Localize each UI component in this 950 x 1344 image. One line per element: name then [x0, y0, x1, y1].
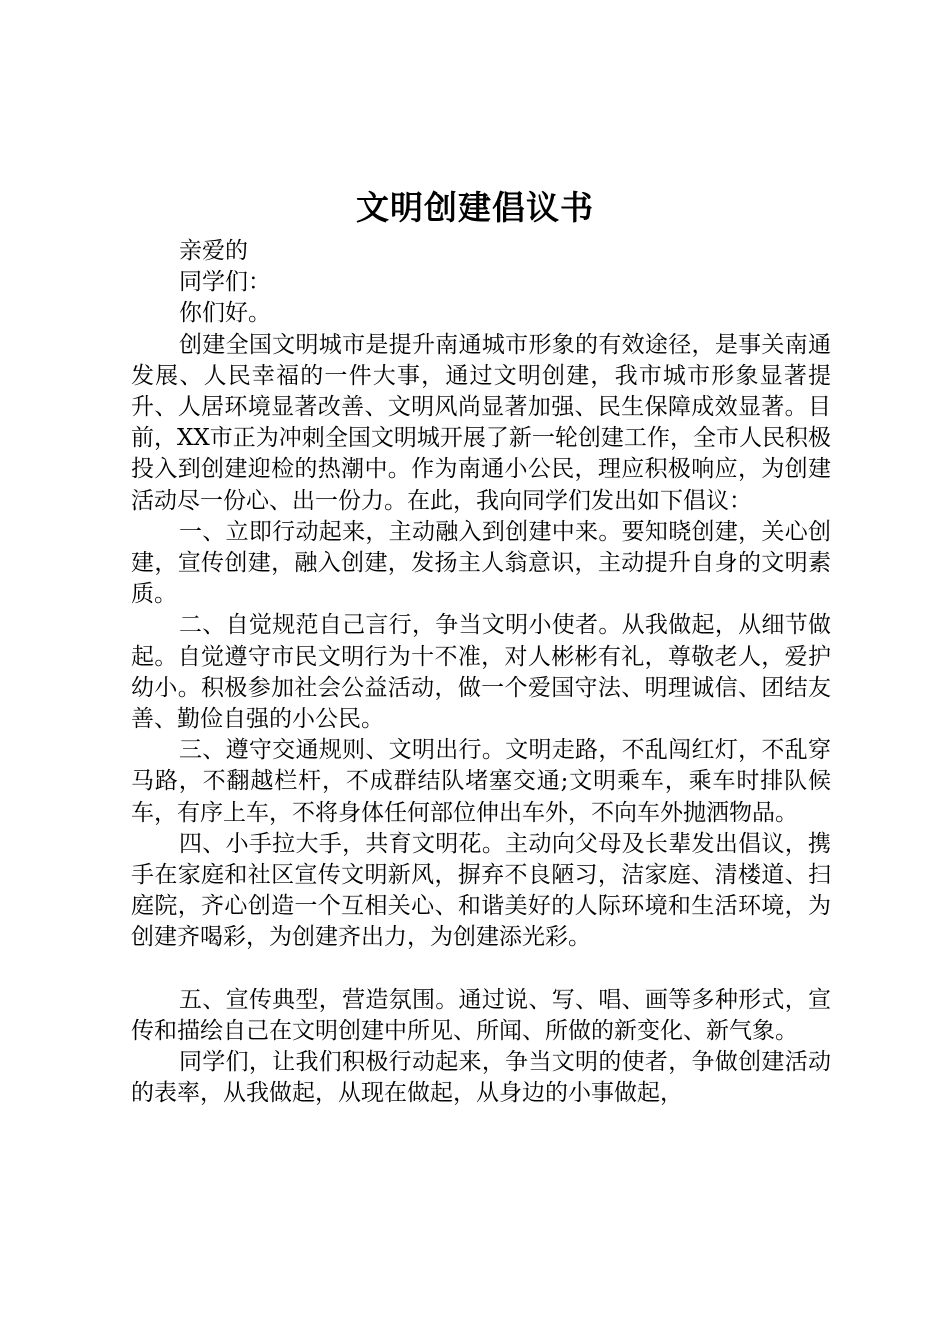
greeting: 你们好。 [179, 300, 271, 327]
intro-paragraph: 创建全国文明城市是提升南通城市形象的有效途径，是事关南通发展、人民幸福的一件大事，通过文明创建，我市城市形象显著提升、人居环境显著改善、文明风尚显著加强、民生保障成效显著。目前，XX市正为冲刺全国文明城开展了新一轮创建工作，全市人民积极投入到创建迎检的热潮中。作为南通小公民，理应积极响应，为创建活动尽一份心、出一份力。在此，我向同学们发出如下倡议： [131, 331, 831, 514]
salutation-line-1: 亲爱的 [179, 238, 248, 264]
salutation-line-2: 同学们： [179, 269, 271, 296]
proposal-2: 二、自觉规范自己言行，争当文明小使者。从我做起，从细节做起。自觉遵守市民文明行为十不准，对人彬彬有礼，尊敬老人，爱护幼小。积极参加社会公益活动，做一个爱国守法、明理诚信、团结友善、勤俭自强的小公民。 [131, 612, 831, 733]
proposal-4: 四、小手拉大手，共育文明花。主动向父母及长辈发出倡议，携手在家庭和社区宣传文明新风，摒弃不良陋习，洁家庭、清楼道、扫庭院，齐心创造一个互相关心、和谐美好的人际环境和生活环境，为创建齐喝彩，为创建齐出力，为创建添光彩。 [131, 830, 831, 951]
proposal-5: 五、宣传典型，营造氛围。通过说、写、唱、画等多种形式，宣传和描绘自己在文明创建中所见、所闻、所做的新变化、新气象。 [131, 986, 831, 1044]
paragraph-gap [131, 954, 831, 985]
proposal-1: 一、立即行动起来，主动融入到创建中来。要知晓创建，关心创建，宣传创建，融入创建，发扬主人翁意识，主动提升自身的文明素质。 [131, 518, 831, 608]
closing-paragraph: 同学们，让我们积极行动起来，争当文明的使者，争做创建活动的表率，从我做起，从现在做起，从身边的小事做起， [131, 1049, 831, 1107]
document-body [131, 236, 831, 1109]
document-title: 文明创建倡议书 [356, 188, 594, 227]
proposal-3: 三、遵守交通规则、文明出行。文明走路，不乱闯红灯，不乱穿马路，不翻越栏杆，不成群结队堵塞交通;文明乘车，乘车时排队候车，有序上车，不将身体任何部位伸出车外，不向车外抛洒物品。 [131, 737, 831, 826]
